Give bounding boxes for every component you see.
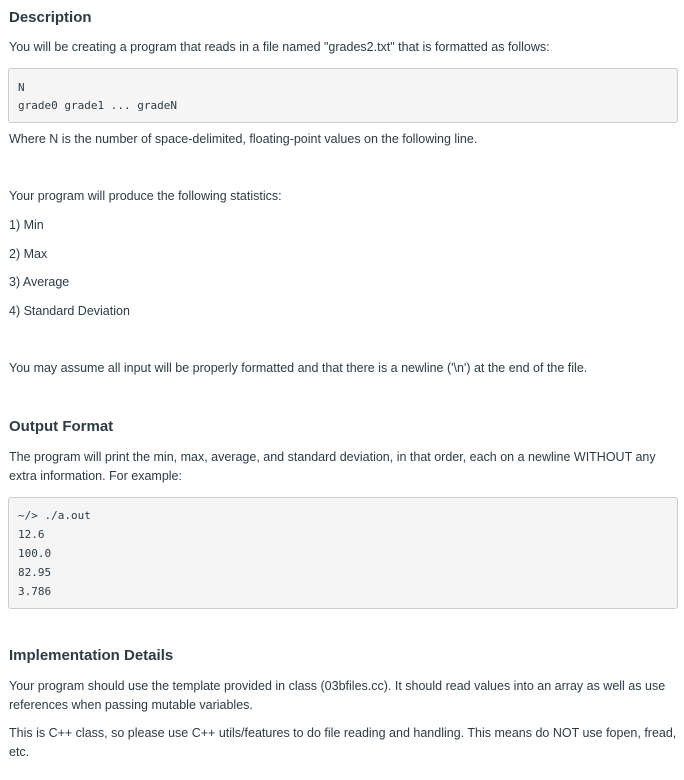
stats-intro: Your program will produce the following statistics: — [9, 189, 282, 203]
implementation-para2-line2: etc. — [9, 745, 30, 759]
example-output-code-block — [8, 497, 678, 609]
stat-item-average: 3) Average — [9, 275, 70, 289]
implementation-para1-line2: references when passing mutable variables. — [9, 698, 253, 712]
description-intro: You will be creating a program that reads in a file named "grades2.txt" that is formatted as follows: — [9, 40, 550, 54]
implementation-para1-line1: Your program should use the template provided in class (03bfiles.cc). It should read values into an array as well as use — [9, 679, 666, 693]
assume-text: You may assume all input will be properly formatted and that there is a newline ('\n') at the end of the file. — [9, 361, 588, 375]
example-line-min: 12.6 — [18, 528, 45, 541]
description-heading: Description — [9, 9, 92, 26]
example-line-max: 100.0 — [18, 547, 52, 560]
stat-item-max: 2) Max — [9, 247, 48, 261]
output-format-text-line1: The program will print the min, max, average, and standard deviation, in that order, each on a newline WITHOUT any — [9, 450, 656, 464]
implementation-para2-line1: This is C++ class, so please use C++ utils/features to do file reading and handling. This means do NOT use fopen, fread, — [9, 726, 677, 740]
output-format-text-line2: extra information. For example: — [9, 469, 182, 483]
where-text: Where N is the number of space-delimited, floating-point values on the following line. — [9, 132, 478, 146]
stat-item-stddev: 4) Standard Deviation — [9, 304, 130, 318]
format-line-n: N — [18, 81, 25, 94]
output-format-heading: Output Format — [9, 418, 114, 435]
example-line-stddev: 3.786 — [18, 585, 52, 598]
implementation-heading: Implementation Details — [9, 647, 174, 664]
example-line-command: ~/> ./a.out — [18, 509, 91, 522]
format-line-grades: grade0 grade1 ... gradeN — [18, 99, 177, 112]
stat-item-min: 1) Min — [9, 218, 44, 232]
example-line-average: 82.95 — [18, 566, 52, 579]
file-format-code-block — [8, 68, 678, 123]
